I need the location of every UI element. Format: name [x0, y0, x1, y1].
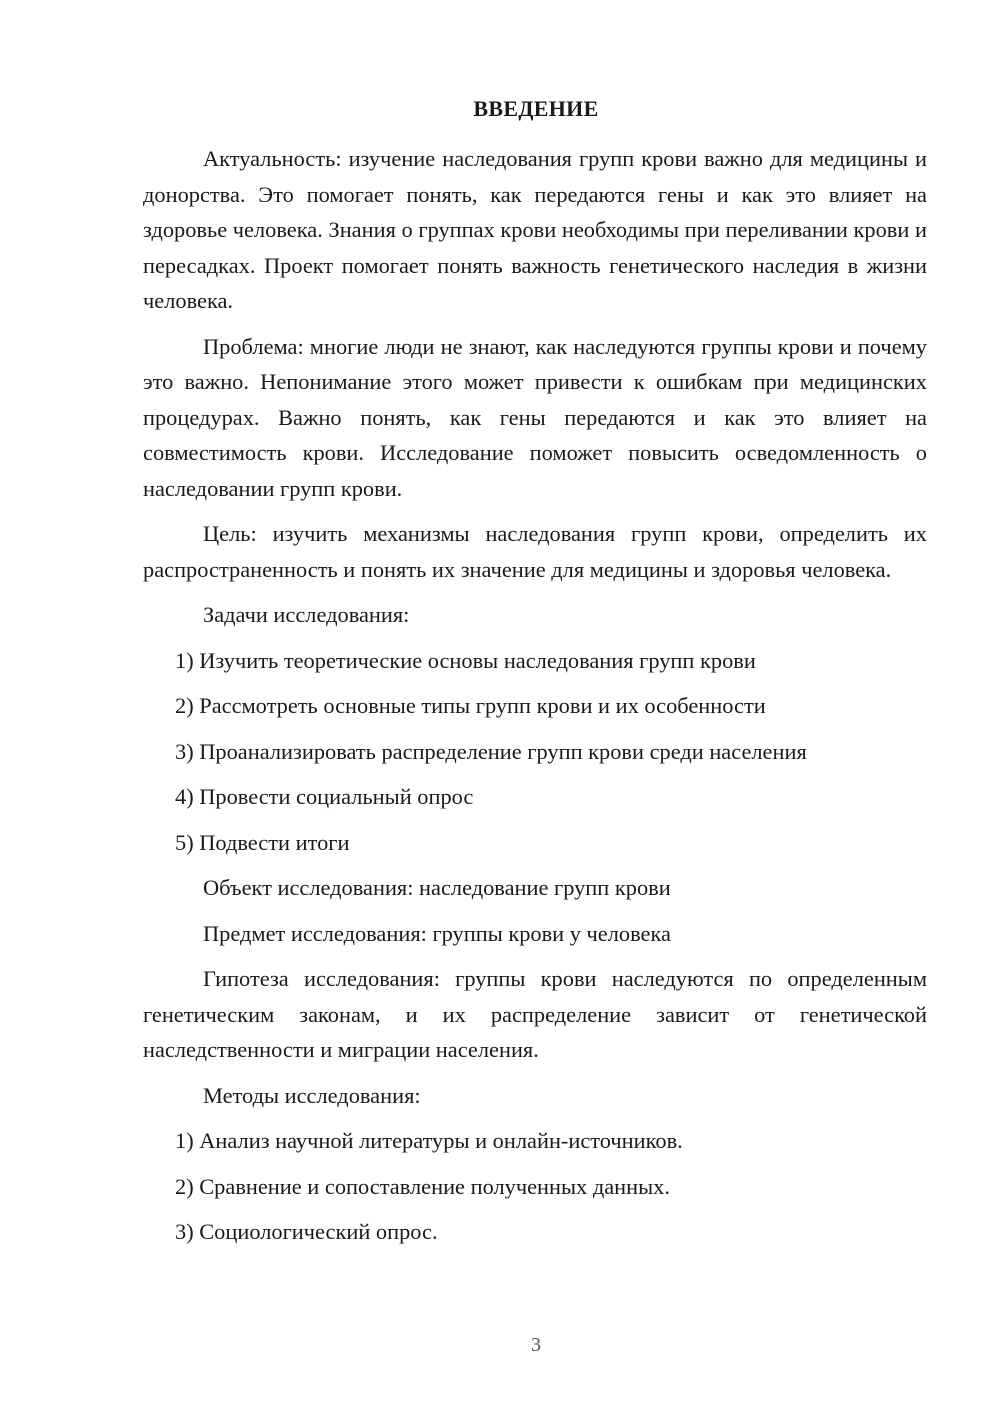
page-number: 3	[531, 1334, 541, 1356]
list-item: 1) Анализ научной литературы и онлайн-источников.	[175, 1128, 683, 1153]
paragraph-problem: Проблема: многие люди не знают, как наследуются группы крови и почему это важно. Непонимание этого может привести к ошибкам при медицинских процедурах. Важно понять, как гены передаются и как это влияет на совместимость крови. Исследование поможет повысить осведомленность о наследовании групп крови.	[143, 333, 927, 501]
page-body	[143, 141, 927, 1260]
list-item: 3) Проанализировать распределение групп крови среди населения	[175, 738, 807, 764]
list-item: 5) Подвести итоги	[175, 829, 350, 855]
list-item: 1) Изучить теоретические основы наследования групп крови	[175, 647, 756, 673]
methods-heading: Методы исследования:	[203, 1082, 421, 1108]
paragraph-hypothesis: Гипотеза исследования: группы крови наследуются по определенным генетическим законам, и их распределение зависит от генетической наследственности и миграции населения.	[143, 966, 927, 1062]
paragraph-goal: Цель: изучить механизмы наследования групп крови, определить их распространенность и понять их значение для медицины и здоровья человека.	[143, 521, 927, 582]
list-item: 3) Социологический опрос.	[175, 1219, 438, 1244]
tasks-heading: Задачи исследования:	[203, 602, 410, 627]
paragraph-subject: Предмет исследования: группы крови у человека	[203, 920, 671, 946]
paragraph-actuality: Актуальность: изучение наследования групп крови важно для медицины и донорства. Это помогает понять, как передаются гены и как это влияет на здоровье человека. Знания о группах крови необходимы при переливании крови и пересадках. Проект помогает понять важность генетического наследия в жизни человека.	[143, 146, 927, 313]
section-title: ВВЕДЕНИЕ	[473, 96, 599, 121]
list-item: 2) Сравнение и сопоставление полученных данных.	[175, 1173, 670, 1199]
list-item: 2) Рассмотреть основные типы групп крови и их особенности	[175, 693, 766, 718]
list-item: 4) Провести социальный опрос	[175, 784, 474, 809]
paragraph-object: Объект исследования: наследование групп крови	[203, 875, 671, 900]
